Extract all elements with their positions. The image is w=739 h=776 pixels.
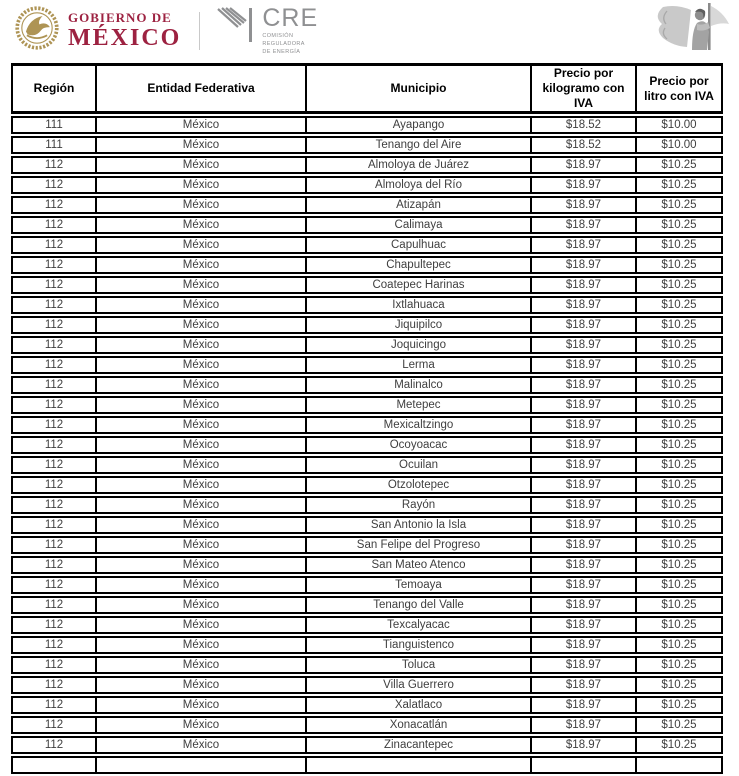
municipio-cell: Zinacantepec: [305, 736, 530, 754]
entidad-cell: México: [95, 236, 305, 254]
precio-litro-cell: $10.25: [635, 736, 723, 754]
precio-litro-cell: $10.25: [635, 556, 723, 574]
region-cell: 112: [11, 616, 95, 634]
municipio-cell: Temoaya: [305, 576, 530, 594]
gobierno-wordmark-top: GOBIERNO DE: [68, 10, 172, 25]
municipio-cell: Ocoyoacac: [305, 436, 530, 454]
precio-litro-cell: $10.25: [635, 316, 723, 334]
municipio-cell: Toluca: [305, 656, 530, 674]
precio-litro-cell: $10.25: [635, 256, 723, 274]
municipio-cell: Malinalco: [305, 376, 530, 394]
region-cell: 112: [11, 516, 95, 534]
municipio-cell: Lerma: [305, 356, 530, 374]
table-row: [11, 516, 723, 534]
municipio-cell: Ocuilan: [305, 456, 530, 474]
precio-kg-cell: $18.97: [530, 356, 635, 374]
gobierno-wordmark-bottom: MÉXICO: [68, 25, 182, 51]
cre-subtitle-2: REGULADORA: [262, 41, 305, 47]
table-row: [11, 736, 723, 754]
precio-kg-cell: $18.97: [530, 436, 635, 454]
precio-litro-cell: $10.25: [635, 536, 723, 554]
entidad-cell: México: [95, 596, 305, 614]
precio-kg-cell: $18.97: [530, 716, 635, 734]
precio-kg-cell: $18.97: [530, 736, 635, 754]
precio-kg-cell: $18.97: [530, 376, 635, 394]
entidad-cell: México: [95, 576, 305, 594]
region-cell: 112: [11, 556, 95, 574]
table-header-row: [11, 63, 723, 114]
column-header-entidad: Entidad Federativa: [95, 63, 305, 114]
table-row: [11, 556, 723, 574]
precio-kg-cell: $18.97: [530, 516, 635, 534]
municipio-cell: Villa Guerrero: [305, 676, 530, 694]
entidad-cell: México: [95, 216, 305, 234]
cre-subtitle-3: DE ENERGÍA: [262, 49, 301, 55]
municipio-cell: Calimaya: [305, 216, 530, 234]
municipio-cell: San Antonio la Isla: [305, 516, 530, 534]
column-header-precio-kg: Precio por kilogramo con IVA: [530, 63, 635, 114]
table-row: [11, 696, 723, 714]
precio-litro-cell: $10.25: [635, 696, 723, 714]
region-cell: 112: [11, 676, 95, 694]
entidad-cell: México: [95, 376, 305, 394]
municipio-cell: Ayapango: [305, 116, 530, 134]
precio-litro-cell: $10.25: [635, 156, 723, 174]
precio-litro-cell: $10.25: [635, 576, 723, 594]
precio-litro-cell: $10.25: [635, 196, 723, 214]
precio-litro-cell: $10.25: [635, 616, 723, 634]
table-row: [11, 276, 723, 294]
municipio-cell: Rayón: [305, 496, 530, 514]
table-row: [11, 356, 723, 374]
municipio-cell: Metepec: [305, 396, 530, 414]
precio-litro-cell: $10.25: [635, 496, 723, 514]
precio-kg-cell: $18.97: [530, 696, 635, 714]
municipio-cell: Capulhuac: [305, 236, 530, 254]
table-row: [11, 416, 723, 434]
municipio-cell: Almoloya de Juárez: [305, 156, 530, 174]
table-row: [11, 296, 723, 314]
precio-kg-cell: $18.97: [530, 176, 635, 194]
precio-litro-cell: [635, 756, 723, 774]
municipio-cell: Texcalyacac: [305, 616, 530, 634]
precio-litro-cell: $10.25: [635, 396, 723, 414]
precio-litro-cell: $10.25: [635, 236, 723, 254]
precio-kg-cell: $18.97: [530, 496, 635, 514]
region-cell: 112: [11, 176, 95, 194]
header-bar: [0, 0, 739, 61]
region-cell: 112: [11, 336, 95, 354]
precio-kg-cell: $18.97: [530, 656, 635, 674]
entidad-cell: México: [95, 676, 305, 694]
precio-kg-cell: $18.97: [530, 276, 635, 294]
entidad-cell: México: [95, 616, 305, 634]
table-row: [11, 596, 723, 614]
table-row: [11, 316, 723, 334]
region-cell: 112: [11, 496, 95, 514]
municipio-cell: San Mateo Atenco: [305, 556, 530, 574]
table-row: [11, 376, 723, 394]
precio-litro-cell: $10.25: [635, 716, 723, 734]
precio-litro-cell: $10.25: [635, 476, 723, 494]
price-table-body: [11, 116, 723, 774]
precio-kg-cell: $18.97: [530, 596, 635, 614]
municipio-cell: Atizapán: [305, 196, 530, 214]
region-cell: 112: [11, 736, 95, 754]
entidad-cell: México: [95, 316, 305, 334]
partial-row: [11, 756, 723, 774]
precio-litro-cell: $10.25: [635, 376, 723, 394]
table-row: [11, 236, 723, 254]
table-row: [11, 616, 723, 634]
region-cell: 112: [11, 576, 95, 594]
column-header-precio-litro: Precio por litro con IVA: [635, 63, 723, 114]
precio-litro-cell: $10.25: [635, 296, 723, 314]
municipio-cell: Coatepec Harinas: [305, 276, 530, 294]
precio-litro-cell: $10.25: [635, 216, 723, 234]
precio-litro-cell: $10.25: [635, 356, 723, 374]
cre-acronym: CRE: [262, 4, 319, 32]
entidad-cell: México: [95, 176, 305, 194]
region-cell: 112: [11, 356, 95, 374]
table-row: [11, 676, 723, 694]
precio-litro-cell: $10.25: [635, 656, 723, 674]
entidad-cell: México: [95, 716, 305, 734]
precio-litro-cell: $10.00: [635, 136, 723, 154]
precio-kg-cell: $18.52: [530, 136, 635, 154]
table-row: [11, 256, 723, 274]
precio-kg-cell: $18.97: [530, 216, 635, 234]
entidad-cell: México: [95, 496, 305, 514]
region-cell: 112: [11, 536, 95, 554]
entidad-cell: México: [95, 416, 305, 434]
municipio-cell: Almoloya del Río: [305, 176, 530, 194]
region-cell: 112: [11, 416, 95, 434]
entidad-cell: México: [95, 116, 305, 134]
precio-litro-cell: $10.25: [635, 176, 723, 194]
region-cell: 112: [11, 696, 95, 714]
entidad-cell: México: [95, 196, 305, 214]
municipio-cell: Tenango del Valle: [305, 596, 530, 614]
precio-kg-cell: $18.97: [530, 416, 635, 434]
region-cell: 112: [11, 636, 95, 654]
entidad-cell: México: [95, 256, 305, 274]
cre-hatch-mark-icon: [216, 6, 256, 49]
precio-litro-cell: $10.25: [635, 436, 723, 454]
entidad-cell: México: [95, 156, 305, 174]
entidad-cell: México: [95, 456, 305, 474]
entidad-cell: México: [95, 276, 305, 294]
table-row: [11, 156, 723, 174]
precio-litro-cell: $10.00: [635, 116, 723, 134]
precio-litro-cell: $10.25: [635, 676, 723, 694]
precio-kg-cell: $18.97: [530, 556, 635, 574]
region-cell: 112: [11, 656, 95, 674]
region-cell: 112: [11, 296, 95, 314]
region-cell: 112: [11, 396, 95, 414]
entidad-cell: México: [95, 136, 305, 154]
gobierno-de-mexico-logo: [14, 5, 181, 56]
precio-kg-cell: $18.97: [530, 336, 635, 354]
region-cell: 112: [11, 376, 95, 394]
table-row: [11, 576, 723, 594]
entidad-cell: México: [95, 656, 305, 674]
region-cell: 112: [11, 156, 95, 174]
table-row: [11, 436, 723, 454]
precio-kg-cell: [530, 756, 635, 774]
region-cell: 112: [11, 216, 95, 234]
entidad-cell: México: [95, 476, 305, 494]
entidad-cell: México: [95, 296, 305, 314]
table-row: [11, 336, 723, 354]
table-row: [11, 136, 723, 154]
municipio-cell: Xalatlaco: [305, 696, 530, 714]
region-cell: 111: [11, 116, 95, 134]
precio-kg-cell: $18.97: [530, 616, 635, 634]
municipio-cell: Jiquipilco: [305, 316, 530, 334]
entidad-cell: [95, 756, 305, 774]
region-cell: 112: [11, 316, 95, 334]
entidad-cell: México: [95, 336, 305, 354]
precio-litro-cell: $10.25: [635, 636, 723, 654]
precio-kg-cell: $18.97: [530, 396, 635, 414]
municipio-cell: [305, 756, 530, 774]
table-row: [11, 196, 723, 214]
precio-litro-cell: $10.25: [635, 516, 723, 534]
cre-logo: [216, 6, 318, 55]
municipio-cell: Joquicingo: [305, 336, 530, 354]
precio-kg-cell: $18.52: [530, 116, 635, 134]
table-header: [11, 63, 723, 114]
table-row: [11, 656, 723, 674]
table-row: [11, 496, 723, 514]
woman-with-flag-image: [653, 2, 735, 57]
precio-litro-cell: $10.25: [635, 596, 723, 614]
municipio-cell: Mexicaltzingo: [305, 416, 530, 434]
entidad-cell: México: [95, 536, 305, 554]
municipio-cell: San Felipe del Progreso: [305, 536, 530, 554]
region-cell: 112: [11, 276, 95, 294]
region-cell: 112: [11, 456, 95, 474]
region-cell: [11, 756, 95, 774]
precio-kg-cell: $18.97: [530, 676, 635, 694]
precio-kg-cell: $18.97: [530, 476, 635, 494]
municipio-cell: Tianguistenco: [305, 636, 530, 654]
table-row: [11, 476, 723, 494]
precio-litro-cell: $10.25: [635, 456, 723, 474]
municipio-cell: Chapultepec: [305, 256, 530, 274]
table-row: [11, 536, 723, 554]
municipio-cell: Xonacatlán: [305, 716, 530, 734]
precio-kg-cell: $18.97: [530, 236, 635, 254]
entidad-cell: México: [95, 436, 305, 454]
region-cell: 112: [11, 236, 95, 254]
precio-kg-cell: $18.97: [530, 536, 635, 554]
table-row: [11, 716, 723, 734]
entidad-cell: México: [95, 356, 305, 374]
table-row: [11, 396, 723, 414]
cre-subtitle-1: COMISIÓN: [262, 33, 294, 39]
lp-gas-price-table: [11, 61, 723, 776]
table-row: [11, 176, 723, 194]
entidad-cell: México: [95, 516, 305, 534]
gobierno-wordmark: [68, 11, 181, 50]
logo-divider: [199, 12, 200, 50]
region-cell: 112: [11, 596, 95, 614]
cre-text-block: [262, 6, 318, 55]
table-row: [11, 456, 723, 474]
precio-kg-cell: $18.97: [530, 576, 635, 594]
entidad-cell: México: [95, 736, 305, 754]
entidad-cell: México: [95, 636, 305, 654]
region-cell: 112: [11, 196, 95, 214]
precio-kg-cell: $18.97: [530, 256, 635, 274]
table-row: [11, 116, 723, 134]
region-cell: 112: [11, 476, 95, 494]
column-header-municipio: Municipio: [305, 63, 530, 114]
precio-kg-cell: $18.97: [530, 456, 635, 474]
table-row: [11, 636, 723, 654]
entidad-cell: México: [95, 396, 305, 414]
municipio-cell: Otzolotepec: [305, 476, 530, 494]
column-header-region: Región: [11, 63, 95, 114]
municipio-cell: Tenango del Aire: [305, 136, 530, 154]
table-row: [11, 216, 723, 234]
mexican-eagle-seal-icon: [14, 5, 60, 56]
precio-kg-cell: $18.97: [530, 316, 635, 334]
precio-kg-cell: $18.97: [530, 156, 635, 174]
region-cell: 112: [11, 436, 95, 454]
precio-kg-cell: $18.97: [530, 636, 635, 654]
precio-kg-cell: $18.97: [530, 196, 635, 214]
region-cell: 112: [11, 256, 95, 274]
precio-litro-cell: $10.25: [635, 276, 723, 294]
region-cell: 112: [11, 716, 95, 734]
region-cell: 111: [11, 136, 95, 154]
precio-kg-cell: $18.97: [530, 296, 635, 314]
precio-litro-cell: $10.25: [635, 336, 723, 354]
entidad-cell: México: [95, 696, 305, 714]
precio-litro-cell: $10.25: [635, 416, 723, 434]
entidad-cell: México: [95, 556, 305, 574]
municipio-cell: Ixtlahuaca: [305, 296, 530, 314]
